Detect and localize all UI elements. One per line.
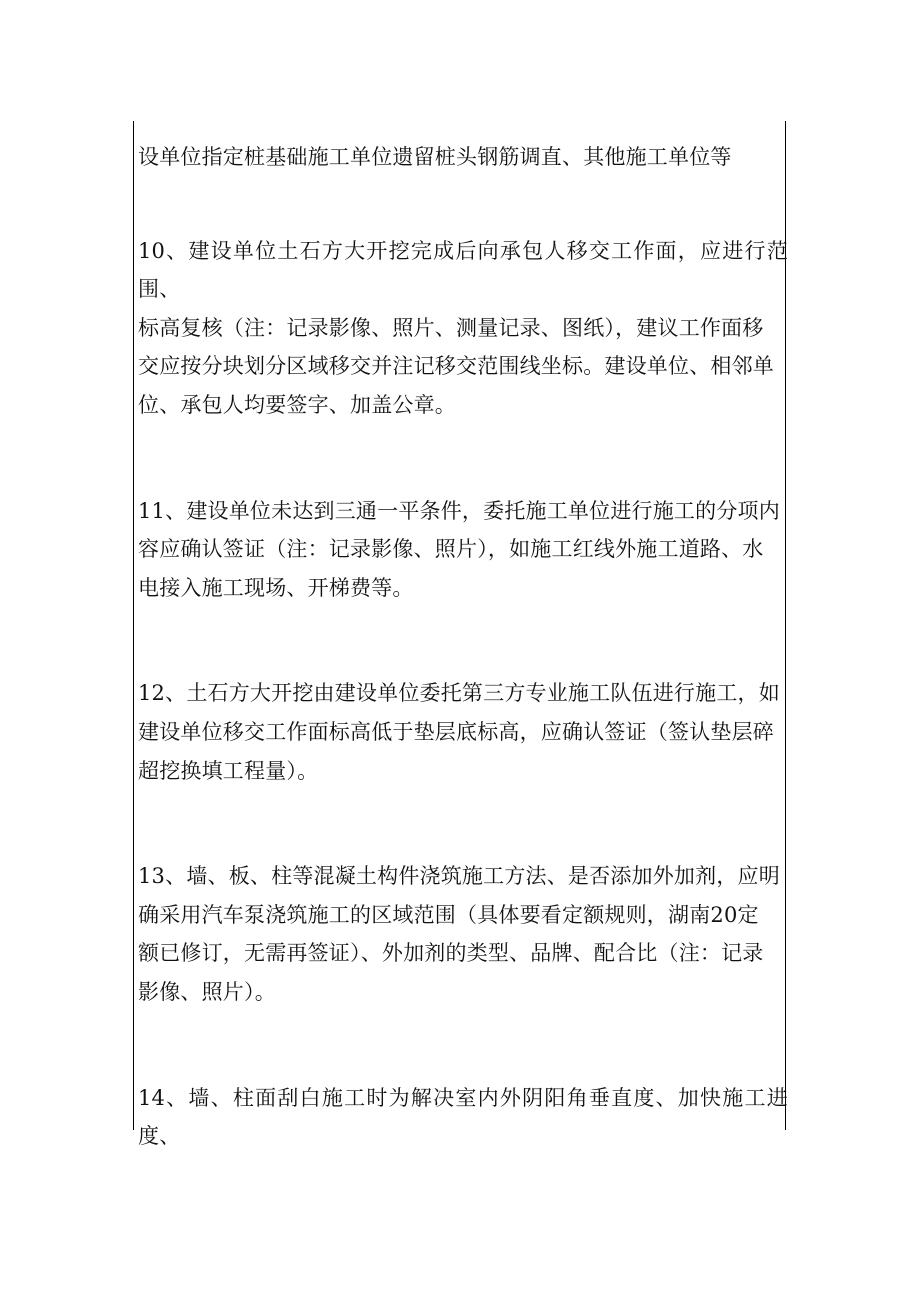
text-line: 12、土石方大开挖由建设单位委托第三方专业施工队伍进行施工，如	[138, 681, 780, 706]
text-line: 交应按分块划分区域移交并注记移交范围线坐标。建设单位、相邻单	[138, 354, 774, 379]
paragraph-item-12	[138, 674, 788, 790]
text-line: 位、承包人均要签字、加盖公章。	[138, 392, 456, 417]
text-line: 电接入施工现场、开梯费等。	[138, 575, 414, 600]
text-line: 确采用汽车泵浇筑施工的区域范围（具体要看定额规则，湖南20定	[138, 902, 759, 927]
paragraph-continuation	[138, 138, 788, 177]
text-line: 超挖换填工程量）。	[138, 758, 319, 783]
paragraph-item-11	[138, 492, 788, 608]
paragraph-item-13	[138, 857, 788, 1011]
text-line: 11、建设单位未达到三通一平条件，委托施工单位进行施工的分项内	[138, 498, 780, 523]
text-line: 设单位指定桩基础施工单位遗留桩头钢筋调直、其他施工单位等	[138, 145, 732, 169]
text-line: 10、建设单位土石方大开挖完成后向承包人移交工作面，应进行范围、	[138, 238, 788, 302]
text-line: 14、墙、柱面刮白施工时为解决室内外阴阳角垂直度、加快施工进度、	[138, 1085, 788, 1149]
text-line: 影像、照片）。	[138, 979, 276, 1004]
paragraph-item-14	[138, 1079, 788, 1156]
text-line: 标高复核（注：记录影像、照片、测量记录、图纸），建议工作面移	[138, 315, 764, 340]
paragraph-item-10	[138, 232, 788, 425]
document-body	[138, 138, 788, 1156]
text-line: 额已修订，无需再签证）、外加剂的类型、品牌、配合比（注：记录	[138, 941, 764, 966]
text-line: 建设单位移交工作面标高低于垫层底标高，应确认签证（签认垫层碎	[138, 719, 774, 744]
text-line: 容应确认签证（注：记录影像、照片），如施工红线外施工道路、水	[138, 537, 764, 562]
text-line: 13、墙、板、柱等混凝土构件浇筑施工方法、是否添加外加剂，应明	[138, 864, 780, 889]
